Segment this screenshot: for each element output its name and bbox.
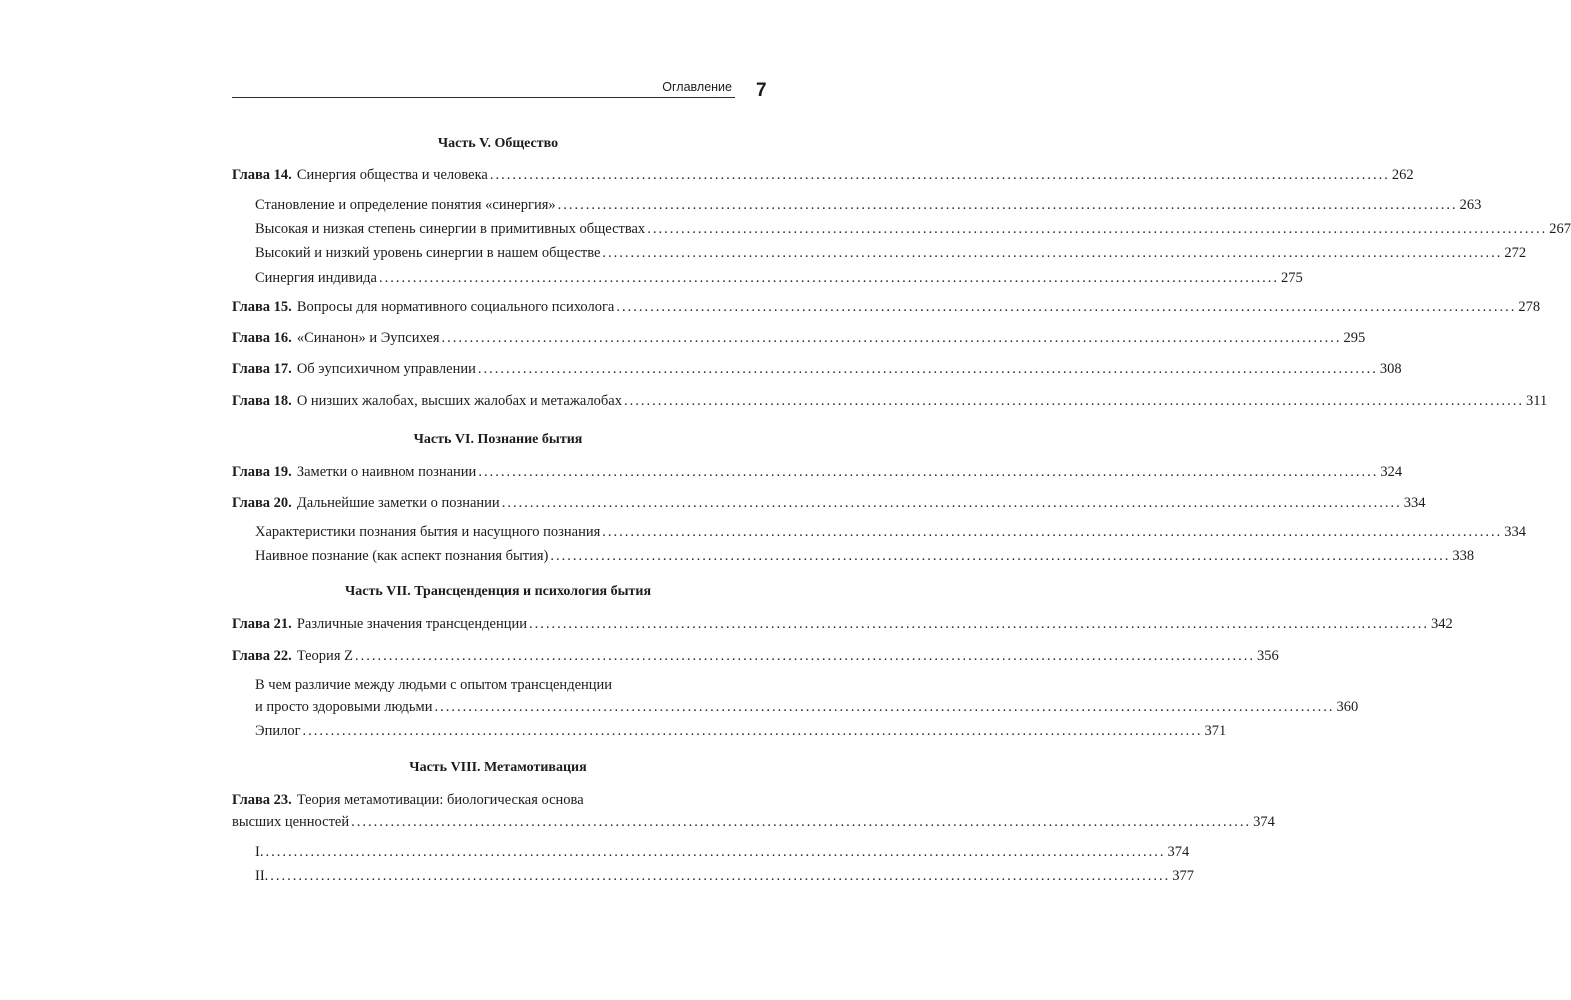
leader-dots: ................................................................................................................................................................	[602, 524, 1503, 540]
entry-title: Теория метамотивации: биологическая основа	[296, 792, 584, 808]
toc-chapter-15[interactable]	[232, 298, 1541, 316]
entry-page: 371	[1204, 723, 1227, 739]
entry-title: Об эупсихичном управлении	[296, 361, 476, 377]
leader-dots: ................................................................................................................................................................	[647, 221, 1548, 237]
part-title: Часть VI. Познание бытия	[413, 432, 583, 447]
entry-title: I.	[255, 844, 264, 860]
toc-section[interactable]	[255, 698, 1359, 716]
toc-chapter-21[interactable]	[232, 615, 1453, 633]
entry-title: Эпилог	[255, 723, 301, 739]
toc-section[interactable]	[255, 547, 1475, 565]
chapter-label: Глава 15.	[232, 299, 292, 315]
running-title: Оглавление	[662, 80, 732, 94]
entry-page: 374	[1253, 814, 1275, 830]
entry-title: Вопросы для нормативного социального психолога	[296, 299, 615, 315]
entry-title: Различные значения трансценденции	[296, 616, 527, 632]
entry-page: 374	[1167, 844, 1190, 860]
leader-dots: ................................................................................................................................................................	[501, 495, 1402, 511]
entry-page: 360	[1336, 699, 1359, 715]
entry-title: высших ценностей	[232, 814, 350, 830]
entry-title: Теория Z	[296, 648, 353, 664]
entry-title: Высокий и низкий уровень синергии в нашем обществе	[255, 245, 601, 261]
entry-title: Становление и определение понятия «синергия»	[255, 197, 556, 213]
entry-title: Высокая и низкая степень синергии в примитивных обществах	[255, 221, 646, 237]
chapter-label: Глава 18.	[232, 393, 292, 409]
leader-dots: ................................................................................................................................................................	[616, 299, 1517, 315]
chapter-label: Глава 19.	[232, 464, 292, 480]
entry-page: 262	[1391, 167, 1414, 183]
toc-chapter-19[interactable]	[232, 463, 1403, 481]
leader-dots: ................................................................................................................................................................	[354, 648, 1255, 664]
entry-title: «Синанон» и Эупсихея	[296, 330, 440, 346]
toc-chapter-23[interactable]	[232, 813, 1275, 831]
page-number: 7	[756, 80, 767, 101]
leader-dots: ................................................................................................................................................................	[441, 330, 1342, 346]
entry-title: Синергия индивида	[255, 270, 377, 286]
leader-dots: ................................................................................................................................................................	[270, 868, 1171, 884]
leader-dots: ................................................................................................................................................................	[528, 616, 1429, 632]
entry-page: 342	[1430, 616, 1453, 632]
entry-page: 275	[1280, 270, 1303, 286]
leader-dots: ................................................................................................................................................................	[477, 361, 1378, 377]
leader-dots: ................................................................................................................................................................	[265, 844, 1166, 860]
toc-section[interactable]	[255, 269, 1303, 287]
entry-page: 356	[1256, 648, 1279, 664]
chapter-label: Глава 20.	[232, 495, 292, 511]
entry-page: 278	[1518, 299, 1541, 315]
entry-page: 267	[1549, 221, 1571, 237]
leader-dots: ................................................................................................................................................................	[434, 699, 1335, 715]
chapter-label: Глава 14.	[232, 167, 292, 183]
entry-page: 324	[1380, 464, 1403, 480]
entry-page: 334	[1403, 495, 1426, 511]
entry-title: Характеристики познания бытия и насущного познания	[255, 524, 601, 540]
chapter-label: Глава 22.	[232, 648, 292, 664]
header-rule	[232, 97, 735, 98]
leader-dots: ................................................................................................................................................................	[550, 548, 1451, 564]
entry-title: Дальнейшие заметки о познании	[296, 495, 500, 511]
part-title: Часть VII. Трансценденция и психология бытия	[344, 584, 652, 599]
leader-dots: ................................................................................................................................................................	[478, 464, 1379, 480]
toc-section[interactable]	[255, 523, 1527, 541]
toc-section[interactable]	[255, 196, 1482, 214]
chapter-label: Глава 17.	[232, 361, 292, 377]
toc-section[interactable]	[255, 867, 1195, 885]
entry-title: Синергия общества и человека	[296, 167, 488, 183]
toc-section[interactable]	[255, 220, 1571, 238]
part-title: Часть VIII. Метамотивация	[409, 760, 587, 775]
entry-title: Заметки о наивном познании	[296, 464, 477, 480]
entry-page: 308	[1379, 361, 1402, 377]
entry-title: и просто здоровыми людьми	[255, 699, 433, 715]
toc-chapter-20[interactable]	[232, 494, 1426, 512]
toc-chapter-22[interactable]	[232, 647, 1279, 665]
chapter-label: Глава 16.	[232, 330, 292, 346]
toc-section[interactable]	[255, 843, 1190, 861]
entry-page: 334	[1504, 524, 1527, 540]
leader-dots: ................................................................................................................................................................	[378, 270, 1279, 286]
entry-page: 272	[1504, 245, 1527, 261]
toc-chapter-18[interactable]	[232, 392, 1548, 410]
chapter-label: Глава 21.	[232, 616, 292, 632]
toc-chapter-23-line1[interactable]	[232, 791, 584, 809]
leader-dots: ................................................................................................................................................................	[351, 814, 1252, 830]
entry-title: Наивное познание (как аспект познания бытия)	[255, 548, 549, 564]
toc-section[interactable]	[255, 722, 1227, 740]
leader-dots: ................................................................................................................................................................	[302, 723, 1203, 739]
entry-title: II.	[255, 868, 269, 884]
entry-page: 338	[1452, 548, 1475, 564]
chapter-label: Глава 23.	[232, 792, 292, 808]
toc-chapter-16[interactable]	[232, 329, 1366, 347]
leader-dots: ................................................................................................................................................................	[602, 245, 1503, 261]
entry-page: 263	[1459, 197, 1482, 213]
part-title: Часть V. Общество	[437, 136, 559, 151]
toc-chapter-14[interactable]	[232, 166, 1414, 184]
leader-dots: ................................................................................................................................................................	[557, 197, 1458, 213]
leader-dots: ................................................................................................................................................................	[489, 167, 1390, 183]
entry-page: 311	[1526, 393, 1548, 409]
entry-page: 377	[1172, 868, 1195, 884]
toc-section-line1[interactable]: В чем различие между людьми с опытом трансценденции	[255, 677, 613, 693]
toc-chapter-17[interactable]	[232, 360, 1402, 378]
leader-dots: ................................................................................................................................................................	[624, 393, 1524, 409]
entry-page: 295	[1343, 330, 1366, 346]
toc-section[interactable]	[255, 244, 1527, 262]
entry-title: О низших жалобах, высших жалобах и метажалобах	[296, 393, 622, 409]
